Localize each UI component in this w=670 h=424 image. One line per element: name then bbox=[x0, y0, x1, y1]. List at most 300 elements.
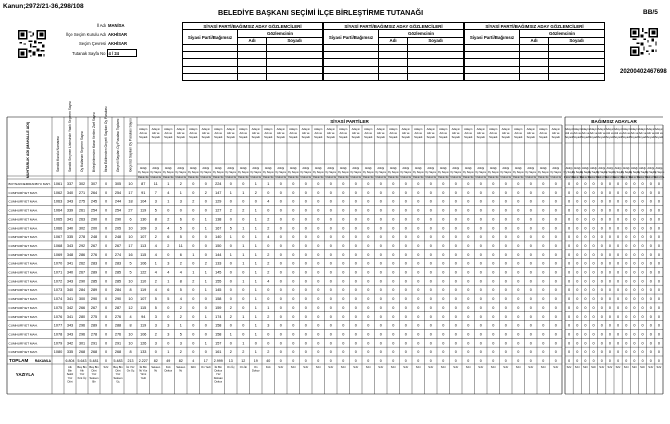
votes-header: Aldığı bbox=[264, 167, 272, 170]
party-vote: 0 bbox=[292, 190, 295, 195]
party-vote: 0 bbox=[292, 314, 295, 319]
total-party-vote: 0 bbox=[492, 358, 495, 363]
party-vote: 0 bbox=[304, 235, 307, 240]
mahalle-name: CUMHURİYET MAH. bbox=[8, 270, 38, 275]
column-header: Birleştirilmesine Karar Verilen Zarf Sayısı bbox=[92, 112, 97, 172]
party-vote: 3 bbox=[154, 314, 157, 319]
party-vote: 133 bbox=[140, 350, 147, 355]
total-party-vote: 0 bbox=[279, 358, 282, 363]
independent-vote: 0 bbox=[657, 182, 660, 186]
candidate-header: Soyadı bbox=[605, 136, 615, 139]
party-vote: 0 bbox=[454, 243, 457, 248]
party-vote: 0 bbox=[479, 297, 482, 302]
row-value: 16 bbox=[128, 252, 133, 257]
candidate-header: Adayın bbox=[514, 128, 523, 131]
independent-vote: 0 bbox=[649, 350, 652, 355]
party-vote: 0 bbox=[317, 350, 320, 355]
party-vote: 0 bbox=[454, 341, 457, 346]
party-vote: 0 bbox=[329, 323, 332, 328]
candidate-header: Adayın bbox=[589, 128, 598, 131]
row-value: 342 bbox=[66, 305, 74, 310]
independent-vote: 0 bbox=[584, 314, 587, 319]
party-vote: 0 bbox=[479, 199, 482, 204]
candidate-header: Adı ve bbox=[364, 132, 373, 135]
party-vote: 119 bbox=[140, 323, 147, 328]
party-vote: 109 bbox=[140, 226, 147, 231]
candidate-header: Soyadı bbox=[589, 136, 598, 139]
party-vote: 0 bbox=[342, 279, 345, 284]
party-vote: 0 bbox=[279, 350, 282, 355]
party-vote: 0 bbox=[392, 323, 395, 328]
party-vote: 0 bbox=[304, 261, 307, 266]
row-value: 296 bbox=[78, 332, 86, 337]
candidate-header: Soyadı bbox=[351, 136, 360, 139]
rakamla-header: Rakamla bbox=[187, 176, 199, 180]
party-vote: 0 bbox=[292, 261, 295, 266]
row-value: 285 bbox=[114, 279, 122, 284]
party-vote: 0 bbox=[529, 332, 532, 337]
observer-label: Gözlemcinin bbox=[238, 30, 323, 37]
independent-vote: 0 bbox=[568, 261, 571, 266]
total-independent-vote: 0 bbox=[584, 358, 587, 363]
row-value: 343 bbox=[66, 199, 74, 204]
independent-vote: 0 bbox=[568, 226, 571, 231]
votes-header: Oy Sayısı bbox=[579, 171, 591, 174]
party-vote: 0 bbox=[529, 323, 532, 328]
row-value: 1064 bbox=[53, 208, 63, 213]
party-vote: 5 bbox=[154, 297, 157, 302]
candidate-header: Adı ve bbox=[351, 132, 360, 135]
party-vote: 0 bbox=[417, 341, 420, 346]
independent-vote: 0 bbox=[649, 314, 652, 319]
party-vote: 0 bbox=[317, 305, 320, 310]
party-vote: 0 bbox=[379, 279, 382, 284]
independent-vote: 0 bbox=[576, 341, 579, 346]
party-vote: 0 bbox=[317, 252, 320, 257]
candidate-header: Soyadı bbox=[239, 136, 248, 139]
form-code: BB/5 bbox=[643, 9, 658, 16]
total-party-vote: 0 bbox=[404, 358, 407, 363]
independent-vote: 0 bbox=[584, 226, 587, 231]
independent-vote: 0 bbox=[633, 297, 636, 302]
independent-vote: 0 bbox=[608, 305, 611, 310]
total-in-words: Sıfır bbox=[315, 366, 321, 369]
candidate-header: Soyadı bbox=[426, 136, 435, 139]
party-vote: 0 bbox=[442, 350, 445, 355]
row-value: 302 bbox=[78, 226, 86, 231]
total-in-words: Sıfır bbox=[328, 366, 334, 369]
rakamla-header: Rakamla bbox=[312, 176, 324, 180]
party-vote: 0 bbox=[492, 243, 495, 248]
party-vote: 2 bbox=[267, 252, 270, 257]
party-vote: 0 bbox=[354, 261, 357, 266]
independent-vote: 0 bbox=[592, 288, 595, 293]
party-vote: 0 bbox=[517, 314, 520, 319]
votes-header: Oy Sayısı bbox=[653, 171, 665, 174]
party-vote: 0 bbox=[192, 261, 195, 266]
party-vote: 0 bbox=[479, 208, 482, 213]
independent-vote: 0 bbox=[600, 235, 603, 240]
row-value: 1063 bbox=[53, 199, 63, 204]
party-vote: 0 bbox=[429, 332, 432, 337]
rakamla-header: Rakamla bbox=[325, 176, 337, 180]
party-vote: 0 bbox=[204, 208, 207, 213]
party-vote: 0 bbox=[504, 199, 507, 204]
party-vote: 1 bbox=[167, 182, 170, 186]
row-value: 266 bbox=[78, 305, 86, 310]
party-vote: 0 bbox=[367, 226, 370, 231]
candidate-header: Soyadı bbox=[564, 136, 574, 139]
party-vote: 1 bbox=[242, 190, 245, 195]
votes-header: Oy Sayısı bbox=[325, 171, 337, 174]
row-value: 291 bbox=[90, 341, 98, 346]
barcode-number: 20200402467698 bbox=[620, 69, 667, 75]
row-value: 290 bbox=[114, 297, 122, 302]
row-value: 0 bbox=[104, 270, 108, 275]
total-party-vote: 19 bbox=[253, 358, 258, 363]
party-vote: 0 bbox=[392, 199, 395, 204]
party-vote: 0 bbox=[504, 182, 507, 186]
party-vote: 0 bbox=[417, 261, 420, 266]
independent-vote: 0 bbox=[649, 270, 652, 275]
party-vote: 0 bbox=[279, 270, 282, 275]
independent-vote: 0 bbox=[633, 243, 636, 248]
independent-vote: 0 bbox=[576, 217, 579, 222]
party-vote: 0 bbox=[317, 217, 320, 222]
party-vote: 2 bbox=[229, 208, 232, 213]
votes-header: Aldığı bbox=[647, 167, 655, 170]
party-vote: 0 bbox=[304, 305, 307, 310]
independent-vote: 0 bbox=[568, 350, 571, 355]
party-vote: 0 bbox=[504, 261, 507, 266]
party-vote: 4 bbox=[167, 190, 170, 195]
party-vote: 0 bbox=[404, 217, 407, 222]
party-vote: 0 bbox=[317, 261, 320, 266]
candidate-header: Adayın bbox=[351, 128, 360, 131]
party-vote: 0 bbox=[454, 323, 457, 328]
independent-vote: 0 bbox=[600, 323, 603, 328]
party-vote: 0 bbox=[467, 297, 470, 302]
party-vote: 4 bbox=[167, 226, 170, 231]
independent-vote: 0 bbox=[649, 261, 652, 266]
row-value: 254 bbox=[114, 190, 122, 195]
row-value: 1061 bbox=[53, 182, 63, 186]
independent-vote: 0 bbox=[576, 208, 579, 213]
row-value: 289 bbox=[90, 288, 98, 293]
votes-header: Aldığı bbox=[590, 167, 598, 170]
party-vote: 0 bbox=[404, 314, 407, 319]
party-vote: 4 bbox=[267, 199, 270, 204]
row-value: 276 bbox=[114, 332, 122, 337]
party-vote: 0 bbox=[367, 288, 370, 293]
total-in-words: Sıfır bbox=[465, 366, 471, 369]
independent-vote: 0 bbox=[592, 341, 595, 346]
party-vote: 0 bbox=[392, 341, 395, 346]
row-value: 0 bbox=[104, 235, 108, 240]
independent-vote: 0 bbox=[641, 279, 644, 284]
party-vote: 0 bbox=[329, 261, 332, 266]
independent-vote: 0 bbox=[576, 297, 579, 302]
party-vote: 0 bbox=[529, 235, 532, 240]
votes-header: Oy Sayısı bbox=[462, 171, 474, 174]
party-vote: 0 bbox=[379, 243, 382, 248]
total-in-words: Sıfır bbox=[540, 366, 546, 369]
party-vote: 0 bbox=[404, 332, 407, 337]
total-in-words: Sıfır bbox=[290, 366, 296, 369]
independent-vote: 0 bbox=[608, 332, 611, 337]
party-vote: 0 bbox=[167, 314, 170, 319]
candidate-header: Soyadı bbox=[389, 136, 398, 139]
row-value: 0 bbox=[104, 261, 108, 266]
mahalle-name: CUMHURİYET MAH. bbox=[8, 252, 38, 257]
party-vote: 0 bbox=[204, 235, 207, 240]
row-value: 262 bbox=[78, 261, 86, 266]
independent-vote: 0 bbox=[649, 305, 652, 310]
mahalle-name: CUMHURİYET MAH. bbox=[8, 243, 38, 248]
votes-header: Oy Sayısı bbox=[225, 171, 237, 174]
total-in-words: Sıfır bbox=[566, 366, 572, 369]
party-vote: 0 bbox=[554, 332, 557, 337]
party-vote: 0 bbox=[329, 243, 332, 248]
party-vote: 0 bbox=[429, 323, 432, 328]
party-vote: 0 bbox=[454, 208, 457, 213]
party-vote: 0 bbox=[304, 199, 307, 204]
mahalle-name: CUMHURİYET MAH. bbox=[8, 190, 38, 195]
party-vote: 6 bbox=[179, 252, 182, 257]
party-vote: 0 bbox=[367, 279, 370, 284]
total-in-words: İki bbox=[154, 369, 158, 373]
independent-vote: 0 bbox=[608, 279, 611, 284]
party-vote: 0 bbox=[554, 261, 557, 266]
votes-header: Oy Sayısı bbox=[628, 171, 640, 174]
party-vote: 0 bbox=[404, 243, 407, 248]
candidate-header: Soyadı bbox=[439, 136, 448, 139]
party-vote: 145 bbox=[215, 270, 222, 275]
row-value: 8 bbox=[129, 288, 132, 293]
independent-vote: 0 bbox=[617, 226, 620, 231]
independent-vote: 0 bbox=[576, 261, 579, 266]
total-party-vote: 0 bbox=[504, 358, 507, 363]
candidate-header: Soyadı bbox=[654, 136, 664, 139]
independent-vote: 0 bbox=[600, 208, 603, 213]
total-party-vote: 82 bbox=[178, 358, 183, 363]
party-vote: 0 bbox=[267, 243, 270, 248]
votes-header: Aldığı bbox=[202, 167, 210, 170]
party-vote: 0 bbox=[504, 235, 507, 240]
total-party-vote: 0 bbox=[379, 358, 382, 363]
party-vote: 0 bbox=[229, 217, 232, 222]
party-vote: 0 bbox=[442, 341, 445, 346]
candidate-header: Adayın bbox=[464, 128, 473, 131]
party-vote: 0 bbox=[267, 297, 270, 302]
party-vote: 0 bbox=[517, 279, 520, 284]
party-vote: 0 bbox=[529, 243, 532, 248]
independent-vote: 0 bbox=[568, 341, 571, 346]
party-vote: 0 bbox=[204, 297, 207, 302]
party-vote: 0 bbox=[554, 270, 557, 275]
party-vote: 0 bbox=[517, 270, 520, 275]
independent-vote: 0 bbox=[592, 279, 595, 284]
candidate-header: Adı ve bbox=[439, 132, 448, 135]
party-vote: 0 bbox=[317, 279, 320, 284]
party-vote: 0 bbox=[529, 252, 532, 257]
party-vote: 0 bbox=[279, 297, 282, 302]
row-value: 335 bbox=[66, 235, 74, 240]
candidate-header: Soyadı bbox=[364, 136, 373, 139]
row-value: 341 bbox=[66, 297, 74, 302]
party-vote: 0 bbox=[479, 279, 482, 284]
votes-header: Aldığı bbox=[352, 167, 360, 170]
party-vote: 0 bbox=[342, 199, 345, 204]
rakamla-header: Rakamla bbox=[487, 176, 499, 180]
candidate-header: Adı ve bbox=[573, 132, 582, 135]
total-party-vote: 82 bbox=[153, 358, 158, 363]
rakamla-header: Rakamla bbox=[250, 176, 262, 180]
party-vote: 1 bbox=[179, 190, 182, 195]
votes-header: Aldığı bbox=[655, 167, 663, 170]
candidate-header: Adayın bbox=[364, 128, 373, 131]
party-vote: 0 bbox=[192, 182, 195, 186]
party-vote: 0 bbox=[329, 279, 332, 284]
independent-vote: 0 bbox=[641, 261, 644, 266]
party-vote: 0 bbox=[329, 341, 332, 346]
party-vote: 0 bbox=[479, 261, 482, 266]
candidate-header: Soyadı bbox=[646, 136, 655, 139]
party-vote: 0 bbox=[367, 332, 370, 337]
row-value: 1067 bbox=[53, 235, 63, 240]
observer-name-label: Adı bbox=[238, 37, 267, 44]
row-value: 0 bbox=[104, 217, 108, 222]
party-vote: 2 bbox=[267, 314, 270, 319]
rakamla-header: Rakamla bbox=[150, 176, 162, 180]
party-vote: 119 bbox=[140, 208, 147, 213]
party-vote: 0 bbox=[492, 235, 495, 240]
row-value: 1076 bbox=[53, 314, 63, 319]
party-vote: 0 bbox=[342, 226, 345, 231]
row-value: 0 bbox=[104, 341, 108, 346]
party-vote: 0 bbox=[492, 279, 495, 284]
candidate-header: Soyadı bbox=[630, 136, 639, 139]
total-value: 6.804 bbox=[65, 358, 75, 363]
independent-vote: 0 bbox=[657, 332, 660, 337]
total-in-words: Sıfır bbox=[303, 366, 309, 369]
candidate-header: Adayın bbox=[376, 128, 385, 131]
independent-vote: 0 bbox=[641, 297, 644, 302]
party-vote: 0 bbox=[492, 190, 495, 195]
party-vote: 0 bbox=[404, 226, 407, 231]
party-vote: 0 bbox=[279, 323, 282, 328]
candidate-header: Soyadı bbox=[326, 136, 335, 139]
party-vote: 0 bbox=[504, 314, 507, 319]
independent-vote: 0 bbox=[657, 297, 660, 302]
candidate-header: Adı ve bbox=[646, 132, 655, 135]
votes-header: Oy Sayısı bbox=[300, 171, 312, 174]
total-party-vote: 4 bbox=[192, 358, 195, 363]
party-vote: 0 bbox=[392, 217, 395, 222]
party-vote: 0 bbox=[367, 252, 370, 257]
party-vote: 1 bbox=[254, 350, 257, 355]
party-vote: 0 bbox=[492, 323, 495, 328]
party-vote: 0 bbox=[492, 217, 495, 222]
row-value: 0 bbox=[104, 305, 108, 310]
party-vote: 0 bbox=[192, 350, 195, 355]
total-in-words: Yirmi bbox=[140, 373, 147, 377]
party-vote: 3 bbox=[167, 261, 170, 266]
party-vote: 0 bbox=[192, 288, 195, 293]
total-in-words: Yüz bbox=[215, 373, 221, 377]
party-vote: 0 bbox=[329, 208, 332, 213]
candidate-header: Adı ve bbox=[239, 132, 248, 135]
row-value: 0 bbox=[104, 279, 108, 284]
party-vote: 0 bbox=[342, 305, 345, 310]
total-in-words: İki Yüz bbox=[139, 369, 148, 373]
party-vote: 0 bbox=[467, 217, 470, 222]
votes-header: Aldığı bbox=[565, 167, 573, 170]
party-vote: 0 bbox=[529, 182, 532, 186]
party-vote: 0 bbox=[367, 261, 370, 266]
independent-vote: 0 bbox=[584, 199, 587, 204]
row-value: 17 bbox=[128, 243, 133, 248]
independent-vote: 0 bbox=[633, 270, 636, 275]
party-vote: 0 bbox=[192, 314, 195, 319]
total-independent-vote: 0 bbox=[625, 358, 628, 363]
independent-vote: 0 bbox=[568, 279, 571, 284]
party-vote: 0 bbox=[454, 332, 457, 337]
party-vote: 0 bbox=[542, 217, 545, 222]
party-vote: 0 bbox=[354, 226, 357, 231]
party-vote: 0 bbox=[429, 182, 432, 186]
party-vote: 0 bbox=[229, 261, 232, 266]
party-vote: 0 bbox=[242, 199, 245, 204]
party-vote: 0 bbox=[317, 243, 320, 248]
party-vote: 0 bbox=[379, 297, 382, 302]
mahalle-name: CUMHURİYET MAH. bbox=[8, 235, 38, 240]
observer-name-label: Adı bbox=[520, 37, 549, 44]
party-vote: 0 bbox=[279, 288, 282, 293]
total-independent-vote: 0 bbox=[608, 358, 611, 363]
independent-vote: 0 bbox=[641, 252, 644, 257]
party-vote: 0 bbox=[442, 199, 445, 204]
party-vote: 0 bbox=[454, 190, 457, 195]
party-vote: 0 bbox=[529, 288, 532, 293]
candidate-header: Adayın bbox=[613, 128, 623, 131]
form-title: BELEDİYE BAŞKANI SEÇİMİ İLÇE BİRLEŞTİRME TUTANAĞI bbox=[218, 8, 424, 17]
party-vote: 0 bbox=[329, 190, 332, 195]
independent-vote: 0 bbox=[649, 226, 652, 231]
party-vote: 0 bbox=[429, 199, 432, 204]
row-value: 291 bbox=[114, 341, 122, 346]
party-vote: 0 bbox=[479, 350, 482, 355]
candidate-header: Adı ve bbox=[214, 132, 223, 135]
row-value: 263 bbox=[78, 217, 86, 222]
independent-vote: 0 bbox=[625, 297, 628, 302]
party-vote: 0 bbox=[279, 217, 282, 222]
candidate-header: Soyadı bbox=[464, 136, 473, 139]
independent-vote: 0 bbox=[641, 314, 644, 319]
rakamla-header: Rakamla bbox=[596, 176, 608, 180]
party-vote: 0 bbox=[542, 297, 545, 302]
party-vote: 0 bbox=[354, 350, 357, 355]
votes-header: Aldığı bbox=[552, 167, 560, 170]
party-vote: 0 bbox=[479, 305, 482, 310]
party-vote: 0 bbox=[367, 305, 370, 310]
candidate-header: Adı ve bbox=[326, 132, 335, 135]
total-party-vote: 0 bbox=[467, 358, 470, 363]
party-vote: 0 bbox=[454, 314, 457, 319]
row-value: 280 bbox=[78, 314, 86, 319]
party-vote: 0 bbox=[379, 208, 382, 213]
total-party-vote: 12 bbox=[241, 358, 246, 363]
